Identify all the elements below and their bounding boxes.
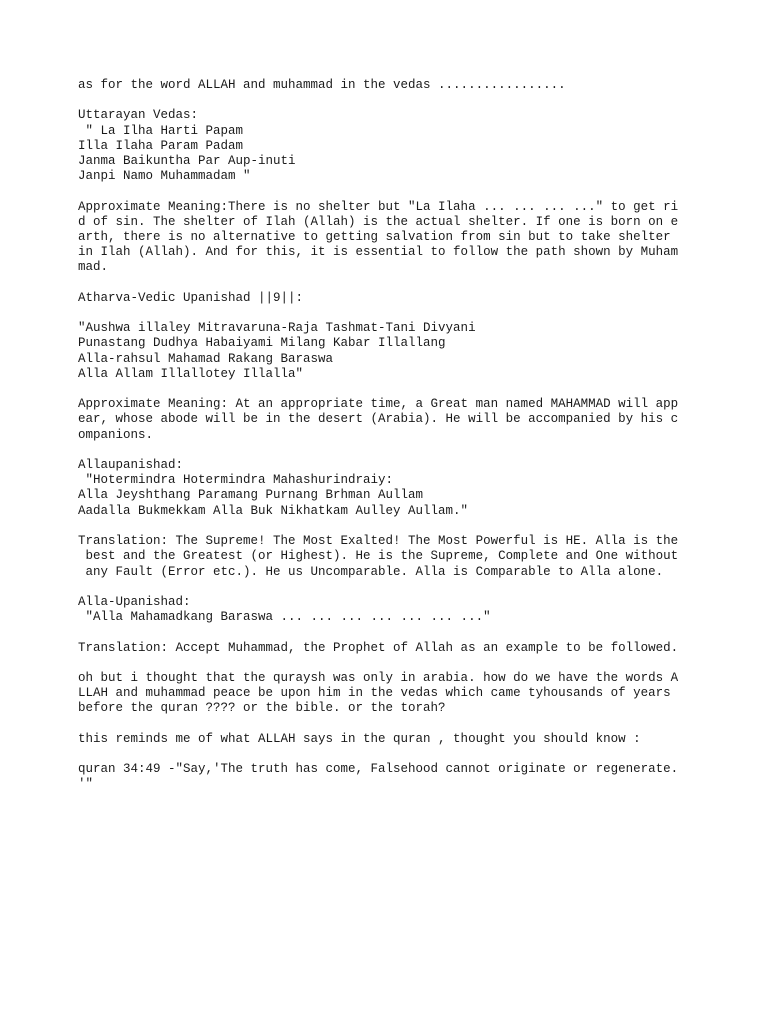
text-line: Translation: Accept Muhammad, the Prophet of Allah as an example to be followed. <box>78 640 679 655</box>
text-line: this reminds me of what ALLAH says in the quran , thought you should know : <box>78 731 641 746</box>
text-line: mad. <box>78 260 109 275</box>
text-line: oh but i thought that the quraysh was only in arabia. how do we have the words A <box>78 670 679 685</box>
text-line: Alla Jeyshthang Paramang Purnang Brhman Aullam <box>78 488 424 503</box>
text-line: " La Ilha Harti Papam <box>78 123 244 138</box>
text-line: Alla-Upanishad: <box>78 594 191 609</box>
text-line: d of sin. The shelter of Ilah (Allah) is the actual shelter. If one is born on e <box>78 214 679 229</box>
text-line: Janma Baikuntha Par Aup-inuti <box>78 154 296 169</box>
text-line: Janpi Namo Muhammadam " <box>78 169 251 184</box>
document-text <box>78 78 698 793</box>
text-line: in Ilah (Allah). And for this, it is essential to follow the path shown by Muham <box>78 245 679 260</box>
text-line: arth, there is no alternative to getting salvation from sin but to take shelter <box>78 230 671 245</box>
text-line: "Alla Mahamadkang Baraswa ... ... ... ... ... ... ..." <box>78 610 491 625</box>
text-line: Approximate Meaning:There is no shelter but "La Ilaha ... ... ... ..." to get ri <box>78 199 679 214</box>
text-line: ear, whose abode will be in the desert (Arabia). He will be accompanied by his c <box>78 412 679 427</box>
text-line: "Aushwa illaley Mitravaruna-Raja Tashmat-Tani Divyani <box>78 321 476 336</box>
text-line: best and the Greatest (or Highest). He is the Supreme, Complete and One without <box>78 549 679 564</box>
text-line: before the quran ???? or the bible. or the torah? <box>78 701 446 716</box>
text-line: Illa Ilaha Param Padam <box>78 138 244 153</box>
text-line: Aadalla Bukmekkam Alla Buk Nikhatkam Aulley Aullam." <box>78 503 469 518</box>
text-line: quran 34:49 -"Say,'The truth has come, Falsehood cannot originate or regenerate. <box>78 762 679 777</box>
text-line: Allaupanishad: <box>78 458 184 473</box>
text-line: Approximate Meaning: At an appropriate time, a Great man named MAHAMMAD will app <box>78 397 679 412</box>
text-line: "Hotermindra Hotermindra Mahashurindraiy: <box>78 473 394 488</box>
text-line: ompanions. <box>78 427 154 442</box>
text-line: as for the word ALLAH and muhammad in the vedas ................. <box>78 78 566 92</box>
text-line: '" <box>78 777 94 792</box>
text-line: Atharva-Vedic Upanishad ||9||: <box>78 290 304 305</box>
text-line: Translation: The Supreme! The Most Exalted! The Most Powerful is HE. Alla is the <box>78 534 679 549</box>
text-line: Punastang Dudhya Habaiyami Milang Kabar Illallang <box>78 336 446 351</box>
text-line: Uttarayan Vedas: <box>78 108 199 123</box>
text-line: Alla Allam Illallotey Illalla" <box>78 366 304 381</box>
text-line: LLAH and muhammad peace be upon him in the vedas which came tyhousands of years <box>78 686 671 701</box>
text-line: any Fault (Error etc.). He us Uncomparable. Alla is Comparable to Alla alone. <box>78 564 664 579</box>
text-line: Alla-rahsul Mahamad Rakang Baraswa <box>78 351 334 366</box>
